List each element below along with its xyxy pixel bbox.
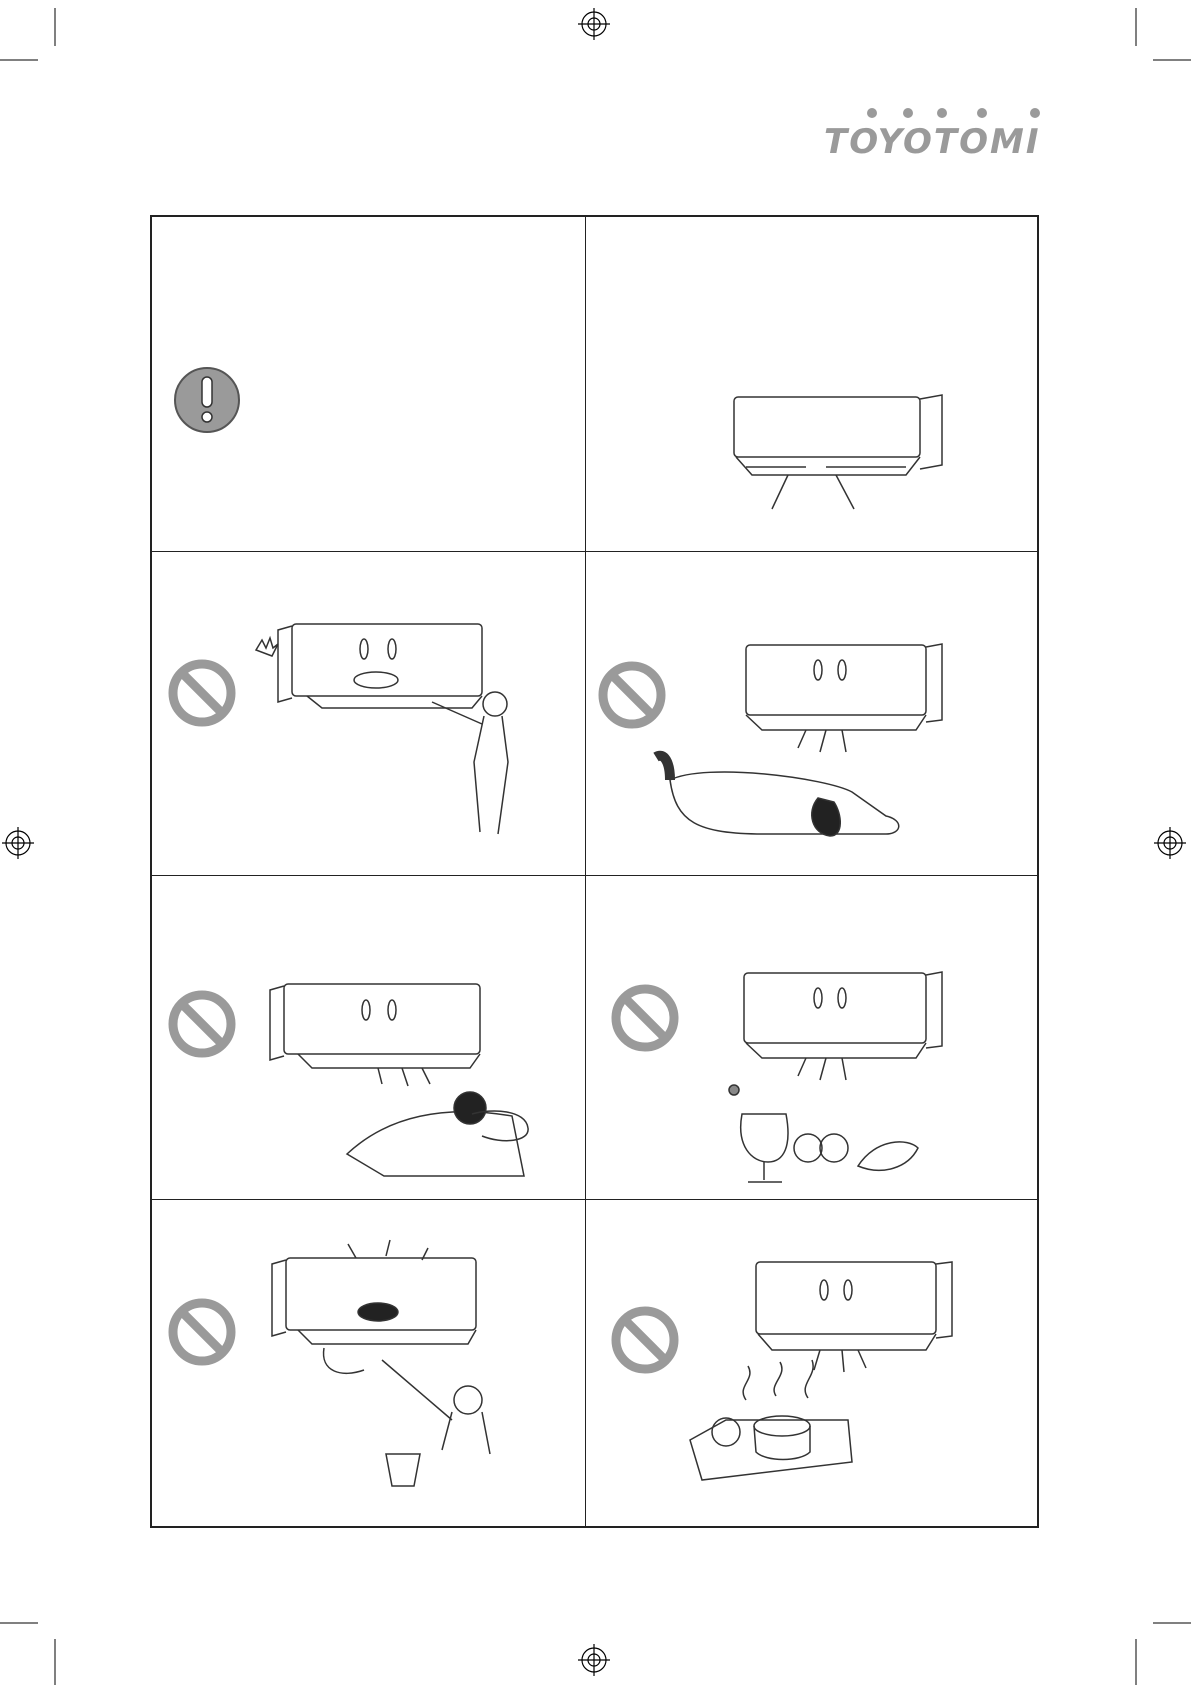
- prohibition-icon: [603, 666, 661, 724]
- prohibition-icon: [173, 995, 231, 1053]
- air-conditioner-illustration: [586, 217, 1039, 551]
- panel-caution-notice: [152, 217, 585, 551]
- registration-mark-right: [1154, 827, 1186, 859]
- person-reaching-illustration: [256, 624, 508, 834]
- panel-unit-louvers: [586, 217, 1039, 551]
- prohibition-icon: [173, 1303, 231, 1361]
- panel-washing-unit: [152, 1200, 585, 1528]
- prohibition-icon: [616, 989, 674, 1047]
- dog-airflow-illustration: [656, 644, 942, 836]
- person-washing-unit-illustration: [272, 1240, 490, 1486]
- food-under-unit-illustration: [729, 972, 942, 1182]
- brand-logo-text: TOYOTOMI: [824, 122, 1041, 162]
- sleeping-person-illustration: [270, 984, 528, 1176]
- panel-airflow-on-sleeper: [152, 876, 585, 1199]
- panel-combustion-near-unit: [586, 1200, 1039, 1528]
- brand-logo: [824, 100, 1044, 160]
- panel-reach-into-unit: [152, 552, 585, 875]
- panel-airflow-on-pet: [586, 552, 1039, 875]
- prohibition-icon: [616, 1311, 674, 1369]
- instruction-grid: [150, 215, 1039, 1528]
- stove-under-unit-illustration: [690, 1262, 952, 1480]
- prohibition-icon: [173, 664, 231, 722]
- registration-mark-left: [2, 827, 34, 859]
- panel-preserving-food: [586, 876, 1039, 1199]
- exclamation-icon: [175, 368, 239, 432]
- registration-mark-bottom: [578, 1644, 610, 1676]
- registration-mark-top: [578, 8, 610, 40]
